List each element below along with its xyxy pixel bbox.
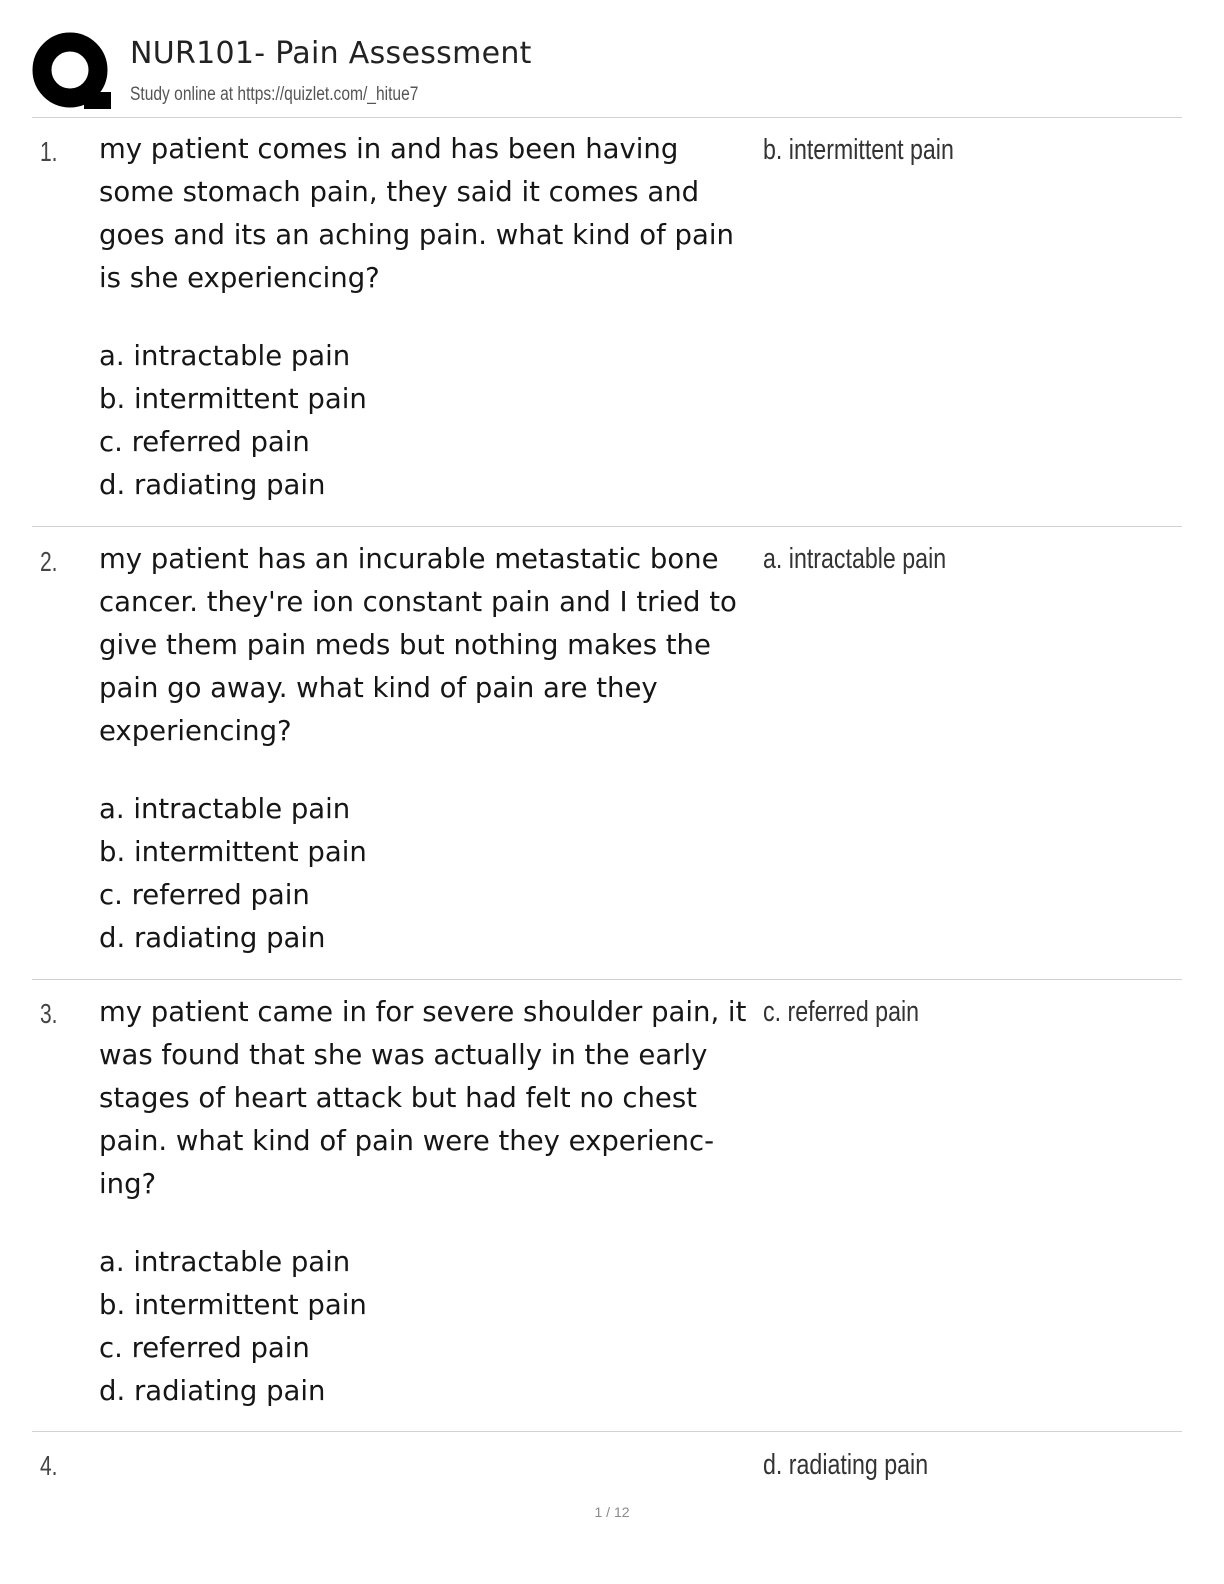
question-block [99,128,761,507]
document-header [32,32,1182,116]
option-c: c. referred pain [99,426,310,458]
card-number: 4. [40,1450,58,1481]
option-b: b. intermittent pain [99,383,367,415]
document-title: NUR101- Pain Assessment [130,36,532,71]
card-number: 3. [40,998,58,1029]
page-number: 1 / 12 [594,1504,630,1520]
option-a: a. intractable pain [99,1246,351,1278]
option-c: c. referred pain [99,879,310,911]
option-b: b. intermittent pain [99,1289,367,1321]
answer-text: c. referred pain [763,996,920,1028]
option-c: c. referred pain [99,1332,310,1364]
quizlet-logo-icon [32,32,112,112]
options-list [99,335,761,507]
question-block [99,991,761,1413]
option-a: a. intractable pain [99,793,351,825]
answer-text: a. intractable pain [763,543,947,575]
options-list [99,1241,761,1413]
option-d: d. radiating pain [99,922,326,954]
question-text: my patient has an incurable metastatic bone cancer. they're ion constant pain and I tried to give them pain meds but nothing makes the pain go away. what kind of pain are they experiencing? [99,543,737,747]
divider [32,1431,1182,1432]
option-d: d. radiating pain [99,1375,326,1407]
options-list [99,788,761,960]
answer-text: d. radiating pain [763,1449,929,1481]
divider [32,526,1182,527]
option-b: b. intermittent pain [99,836,367,868]
question-text: my patient came in for severe shoulder pain, it was found that she was actually in the early stages of heart attack but had felt no chest pain. what kind of pain were they experienc-ing? [99,996,747,1200]
card-number: 1. [40,136,58,167]
answer-text: b. intermittent pain [763,134,954,166]
question-text: my patient comes in and has been having some stomach pain, they said it comes and goes and its an aching pain. what kind of pain is she experiencing? [99,133,734,294]
card-number: 2. [40,546,58,577]
study-online-link[interactable]: Study online at https://quizlet.com/_hitue7 [130,84,419,105]
divider [32,117,1182,118]
divider [32,979,1182,980]
option-d: d. radiating pain [99,469,326,501]
question-block [99,538,761,960]
option-a: a. intractable pain [99,340,351,372]
